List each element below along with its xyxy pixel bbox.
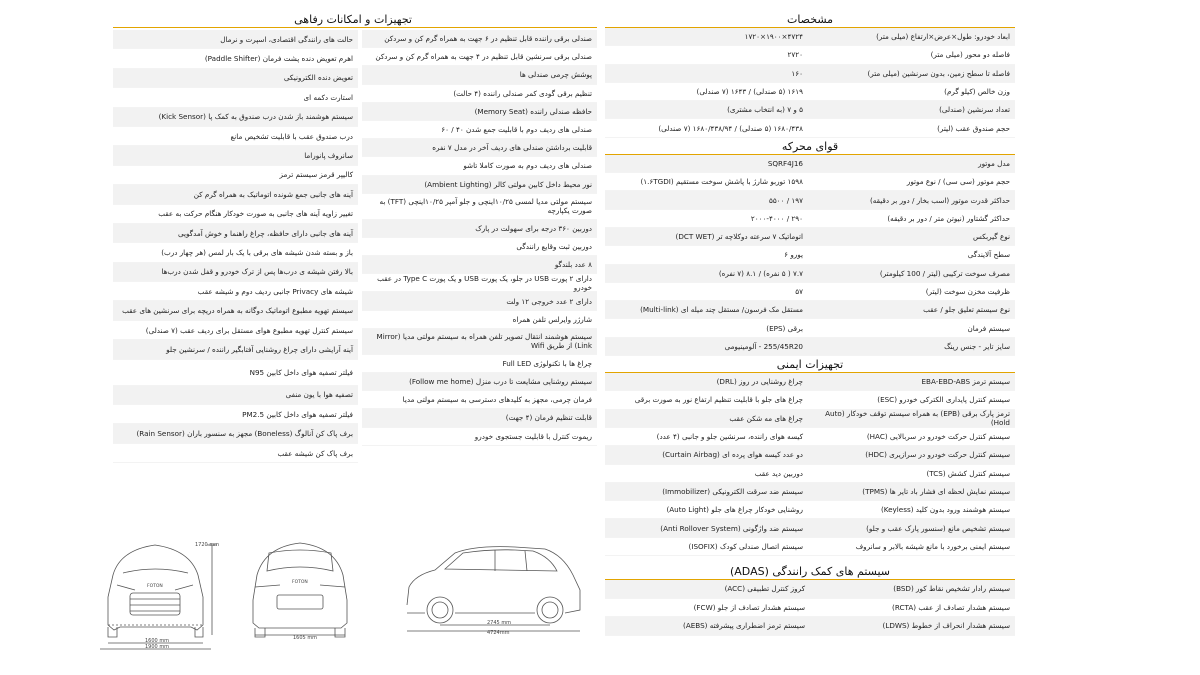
safety-value: سیستم ضد سرقت الکترونیکی (Immobilizer) bbox=[662, 486, 803, 496]
engine-value: 255/45R20 - آلومینیومی bbox=[724, 341, 803, 351]
features-left-list bbox=[113, 30, 358, 463]
engine-label: نوع سیستم تعلیق جلو / عقب bbox=[923, 305, 1010, 315]
engine-label: ظرفیت مخزن سوخت (لیتر) bbox=[925, 287, 1010, 296]
safety-row bbox=[605, 446, 1015, 464]
safety-row bbox=[605, 428, 1015, 446]
spec-label: فاصله تا سطح زمین، بدون سرنشین (میلی متر) bbox=[867, 68, 1010, 78]
engine-value: ۵۷ bbox=[795, 287, 803, 296]
feature-item: سانروف پانوراما bbox=[113, 146, 358, 165]
engine-value: ۱۵۹۸ توربو شارژ با پاشش سوخت مستقیم (۱.۶TGDI) bbox=[640, 177, 803, 187]
safety-row bbox=[605, 519, 1015, 537]
feature-item: چراغ ها با تکنولوژی Full LED bbox=[362, 355, 597, 373]
safety-label: سیستم ترمز EBA-EBD-ABS bbox=[921, 377, 1010, 387]
feature-item: سیستم روشنایی مشایعت تا درب منزل (Follow me home) bbox=[362, 373, 597, 391]
spec-value: ۲۷۲۰ bbox=[787, 50, 803, 60]
safety-title: تجهیزات ایمنی bbox=[605, 356, 1015, 373]
feature-item: صندلی برقی راننده قابل تنظیم در ۶ جهت به همراه گرم کن و سردکن bbox=[362, 30, 597, 48]
safety-row bbox=[605, 391, 1015, 409]
spec-row bbox=[605, 101, 1015, 119]
safety-row bbox=[605, 410, 1015, 428]
engine-label: سیستم فرمان bbox=[967, 323, 1010, 333]
engine-label: سایز تایر - جنس رینگ bbox=[944, 341, 1010, 351]
feature-item: سیستم کنترل تهویه مطبوع هوای مستقل برای ردیف عقب (۷ صندلی) bbox=[113, 321, 358, 340]
specs-table bbox=[605, 28, 1015, 556]
adas-row bbox=[605, 580, 1015, 599]
engine-title: قوای محرکه bbox=[605, 138, 1015, 155]
front-badge-label: FOTON bbox=[147, 584, 163, 589]
safety-label: سیستم کنترل حرکت خودرو در سربالایی (HAC) bbox=[866, 432, 1010, 442]
spec-row bbox=[605, 119, 1015, 137]
feature-item: شیشه های Privacy جانبی ردیف دوم و شیشه عقب bbox=[113, 282, 358, 301]
engine-label: مصرف سوخت ترکیبی (لیتر / 100 کیلومتر) bbox=[879, 268, 1010, 278]
engine-label: مدل موتور bbox=[978, 158, 1010, 168]
feature-item: ریموت کنترل با قابلیت جستجوی خودرو bbox=[362, 428, 597, 446]
safety-row bbox=[605, 501, 1015, 519]
feature-item: سیستم تهویه مطبوع اتوماتیک دوگانه به همراه دریچه برای سرنشین های عقب bbox=[113, 301, 358, 320]
safety-row bbox=[605, 373, 1015, 391]
spec-value: ۴۷۲۴×۱۹۰۰×۱۷۲۰ bbox=[744, 32, 803, 42]
wheelbase-label: 2745 mm bbox=[487, 620, 512, 626]
engine-row bbox=[605, 283, 1015, 301]
feature-item: قابلیت برداشتن صندلی های ردیف آخر در مدل ۷ نفره bbox=[362, 139, 597, 157]
feature-item: اهرم تعویض دنده پشت فرمان (Paddle Shifter) bbox=[113, 49, 358, 68]
spec-row bbox=[605, 65, 1015, 83]
features-right-list bbox=[362, 30, 597, 446]
engine-value: ۲۹۰ / ۲۰۰۰-۴۰۰۰ bbox=[750, 213, 803, 223]
rear-track-label: 1605 mm bbox=[293, 635, 318, 641]
feature-item: استارت دکمه ای bbox=[113, 88, 358, 107]
spec-label: فاصله دو محور (میلی متر) bbox=[930, 50, 1010, 60]
safety-value: دو عدد کیسه هوای پرده ای (Curtain Airbag) bbox=[662, 450, 803, 460]
engine-row bbox=[605, 319, 1015, 337]
feature-item: دوربین ۳۶۰ درجه برای سهولت در پارک bbox=[362, 220, 597, 238]
feature-item: سیستم مولتی مدیا لمسی ۱۰/۲۵اینچی و جلو آمپر ۱۰/۲۵اینچی (TFT) به صورت یکپارچه bbox=[362, 194, 597, 220]
feature-item: ۸ عدد بلندگو bbox=[362, 256, 597, 274]
engine-row bbox=[605, 173, 1015, 191]
engine-row bbox=[605, 155, 1015, 173]
safety-label: سیستم کنترل حرکت خودرو در سرازیری (HDC) bbox=[865, 450, 1010, 460]
safety-row bbox=[605, 483, 1015, 501]
engine-row bbox=[605, 301, 1015, 319]
feature-item: صندلی برقی سرنشین قابل تنظیم در ۴ جهت به همراه گرم کن و سردکن bbox=[362, 48, 597, 66]
safety-row bbox=[605, 538, 1015, 556]
spec-label: تعداد سرنشین (صندلی) bbox=[939, 105, 1010, 115]
features-title: تجهیزات و امکانات رفاهی bbox=[113, 11, 597, 28]
feature-item: تعویض دنده الکترونیکی bbox=[113, 69, 358, 88]
side-view-drawing bbox=[407, 547, 580, 631]
feature-item: پوشش چرمی صندلی ها bbox=[362, 66, 597, 84]
safety-value: چراغ روشنایی در روز (DRL) bbox=[716, 377, 803, 387]
spec-label: حجم صندوق عقب (لیتر) bbox=[937, 123, 1010, 133]
engine-value: برقی (EPS) bbox=[766, 323, 803, 333]
front-width-label: 1900 mm bbox=[145, 644, 170, 650]
feature-item: تنظیم برقی گودی کمر صندلی راننده (۴ حالت) bbox=[362, 85, 597, 103]
feature-item: حافظه صندلی راننده (Memory Seat) bbox=[362, 103, 597, 121]
spec-value: ۱۶۸۰/۴۳۸ (۵ صندلی) / ۱۶۸۰/۴۳۸/۹۴ (۷ صندلی) bbox=[658, 123, 803, 133]
front-height-label: 1720 mm bbox=[195, 542, 220, 548]
feature-item: نور محیط داخل کابین مولتی کالر (Ambient Lighting) bbox=[362, 176, 597, 194]
feature-item: کالیپر قرمز سیستم ترمز bbox=[113, 166, 358, 185]
adas-value: کروز کنترل تطبیقی (ACC) bbox=[724, 584, 805, 594]
car-dimension-drawings bbox=[95, 535, 595, 650]
feature-item: سیستم هوشمند انتقال تصویر تلفن همراه به سیستم مولتی مدیا (Mirror Link) از طریق Wifi bbox=[362, 329, 597, 355]
feature-item: دارای ۲ عدد خروجی ۱۲ ولت bbox=[362, 292, 597, 310]
engine-value: اتوماتیک ۷ سرعته دوکلاچه تر (DCT WET) bbox=[675, 232, 803, 242]
spec-value: ۱۶۰ bbox=[791, 68, 803, 78]
engine-label: سطح آلایندگی bbox=[967, 250, 1010, 260]
spec-label: ابعاد خودرو: طول×عرض×ارتفاع (میلی متر) bbox=[876, 32, 1010, 42]
safety-value: سیستم ضد واژگونی (Anti Rollover System) bbox=[660, 523, 803, 533]
feature-item: برف پاک کن شیشه عقب bbox=[113, 444, 358, 463]
feature-item: فیلتر تصفیه هوای داخل کابین PM2.5 bbox=[113, 405, 358, 424]
feature-item: درب صندوق عقب با قابلیت تشخیص مانع bbox=[113, 127, 358, 146]
engine-row bbox=[605, 338, 1015, 356]
feature-item: دوربین ثبت وقایع رانندگی bbox=[362, 238, 597, 256]
feature-item: فرمان چرمی، مجهز به کلیدهای دسترسی به سیستم مولتی مدیا bbox=[362, 391, 597, 409]
front-track-label: 1600 mm bbox=[145, 638, 170, 644]
feature-item: آینه آرایشی دارای چراغ روشنایی آفتابگیر راننده / سرنشین جلو bbox=[113, 340, 358, 359]
specs-title: مشخصات bbox=[605, 11, 1015, 28]
engine-label: حجم موتور (سی سی) / نوع موتور bbox=[906, 177, 1010, 187]
feature-item: باز و بسته شدن شیشه های برقی با یک بار لمس (هر چهار درب) bbox=[113, 243, 358, 262]
safety-value: چراغ های مه شکن عقب bbox=[729, 413, 803, 423]
adas-label: سیستم هشدار تصادف از عقب (RCTA) bbox=[892, 602, 1010, 612]
safety-value: روشنایی خودکار چراغ های جلو (Auto Light) bbox=[666, 505, 803, 515]
feature-item: آینه های جانبی جمع شونده اتوماتیک به همراه گرم کن bbox=[113, 185, 358, 204]
features-title-wrap bbox=[113, 11, 597, 28]
feature-item: دارای ۲ پورت USB در جلو، یک پورت USB و یک پورت Type C در عقب خودرو bbox=[362, 274, 597, 292]
feature-item: بالا رفتن شیشه ی درب‌ها پس از ترک خودرو و قفل شدن درب‌ها bbox=[113, 263, 358, 282]
safety-label: سیستم ایمنی برخورد با مانع شیشه بالابر و سانروف bbox=[855, 541, 1010, 551]
engine-value: یورو ۶ bbox=[784, 250, 803, 260]
safety-label: ترمز پارک برقی (EPB) به همراه سیستم توقف خودکار (Auto Hold) bbox=[825, 409, 1010, 428]
feature-item: تصفیه هوا با یون منفی bbox=[113, 386, 358, 405]
feature-item: صندلی های ردیف دوم با قابلیت جمع شدن ۴۰ / ۶۰ bbox=[362, 121, 597, 139]
engine-label: حداکثر قدرت موتور (اسب بخار / دور بر دقیقه) bbox=[869, 195, 1010, 205]
feature-item: حالت های رانندگی اقتصادی، اسپرت و نرمال bbox=[113, 30, 358, 49]
safety-value: دوربین دید عقب bbox=[754, 468, 803, 478]
rear-view-drawing bbox=[253, 543, 347, 637]
feature-item: قابلت تنظیم فرمان (۴ جهت) bbox=[362, 409, 597, 427]
engine-value: ۱۹۷ / ۵۵۰۰ bbox=[768, 195, 803, 205]
spec-label: وزن خالص (کیلو گرم) bbox=[944, 87, 1010, 97]
adas-value: سیستم هشدار تصادف از جلو (FCW) bbox=[693, 602, 805, 612]
safety-label: سیستم نمایش لحظه ای فشار باد تایر ها (TPMS) bbox=[862, 486, 1010, 496]
adas-value: سیستم ترمز اضطراری پیشرفته (AEBS) bbox=[683, 621, 805, 631]
feature-item: آینه های جانبی دارای حافظه، چراغ راهنما و خوش آمدگویی bbox=[113, 224, 358, 243]
engine-row bbox=[605, 228, 1015, 246]
safety-value: سیستم اتصال صندلی کودک (ISOFIX) bbox=[688, 541, 803, 551]
safety-value: چراغ های جلو با قابلیت تنظیم ارتفاع نور به صورت برقی bbox=[634, 395, 803, 405]
safety-value: کیسه هوای راننده، سرنشین جلو و جانبی (۴ عدد) bbox=[656, 432, 803, 442]
safety-label: سیستم هوشمند ورود بدون کلید (Keyless) bbox=[880, 505, 1010, 515]
engine-row bbox=[605, 265, 1015, 283]
adas-title: سیستم های کمک رانندگی (ADAS) bbox=[605, 563, 1015, 580]
spec-value: ۵ و ۷ (به انتخاب مشتری) bbox=[727, 105, 803, 115]
spec-value: ۱۶۱۹ (۵ صندلی) / ۱۶۴۳ (۷ صندلی) bbox=[696, 87, 803, 97]
adas-row bbox=[605, 599, 1015, 618]
engine-row bbox=[605, 191, 1015, 209]
feature-item: سیستم هوشمند باز شدن درب صندوق به کمک پا (Kick Sensor) bbox=[113, 108, 358, 127]
feature-item: فیلتر تصفیه هوای داخل کابین N95 bbox=[113, 360, 358, 386]
spec-row bbox=[605, 83, 1015, 101]
engine-row bbox=[605, 210, 1015, 228]
feature-item: برف پاک کن آنالوگ (Boneless) مجهز به سنسور باران (Rain Sensor) bbox=[113, 424, 358, 443]
engine-value: ۷.۷ ( ۵ نفره) / ۸.۱ (۷ نفره) bbox=[718, 268, 803, 278]
safety-label: سیستم کنترل کشش (TCS) bbox=[926, 468, 1010, 478]
specs-column bbox=[605, 11, 1015, 636]
engine-value: SQRF4J16 bbox=[767, 158, 803, 168]
front-view-drawing bbox=[100, 545, 217, 649]
adas-label: سیستم هشدار انحراف از خطوط (LDWS) bbox=[882, 621, 1010, 631]
adas-table bbox=[605, 580, 1015, 636]
safety-row bbox=[605, 465, 1015, 483]
rear-badge-label: FOTON bbox=[292, 580, 308, 585]
spec-row bbox=[605, 46, 1015, 64]
engine-label: نوع گیربکس bbox=[973, 232, 1010, 242]
safety-label: سیستم تشخیص مانع (سنسور پارک عقب و جلو) bbox=[866, 523, 1010, 533]
adas-label: سیستم رادار تشخیص نقاط کور (BSD) bbox=[893, 584, 1010, 594]
feature-item: صندلی های ردیف دوم به صورت کاملا تاشو bbox=[362, 157, 597, 175]
adas-row bbox=[605, 617, 1015, 636]
engine-label: حداکثر گشتاور (نیوتن متر / دور بر دقیقه) bbox=[887, 213, 1010, 223]
engine-row bbox=[605, 246, 1015, 264]
feature-item: تغییر زاویه آینه های جانبی به صورت خودکار هنگام حرکت به عقب bbox=[113, 205, 358, 224]
feature-item: شارژر وایرلس تلفن همراه bbox=[362, 311, 597, 329]
spec-row bbox=[605, 28, 1015, 46]
engine-value: مستقل مک فرسون/ مستقل چند میله ای (Multi-link) bbox=[640, 305, 803, 315]
safety-label: سیستم کنترل پایداری الکترکی خودرو (ESC) bbox=[877, 395, 1010, 405]
length-label: 4724mm bbox=[487, 630, 510, 636]
